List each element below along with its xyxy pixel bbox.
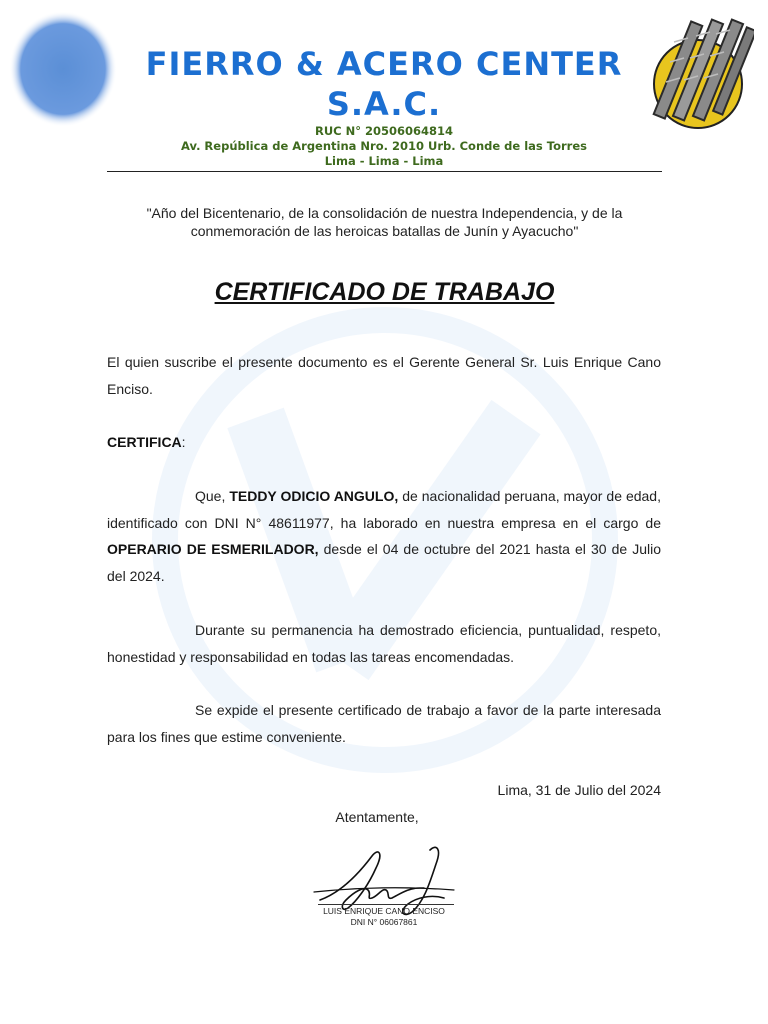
- certifica-heading: [107, 429, 661, 456]
- employment-text-1: Que,: [195, 488, 230, 504]
- employment-text-3: desde el 04 de octubre del 2021 hasta el 30 de Julio del 2024.: [107, 541, 662, 584]
- header-divider: [107, 171, 662, 172]
- company-name: FIERRO & ACERO CENTER S.A.C.: [145, 45, 623, 123]
- performance-paragraph: Durante su permanencia ha demostrado eficiencia, puntualidad, respeto, honestidad y responsabilidad en todas las tareas encomendadas.: [107, 622, 661, 665]
- closing-line: Atentamente,: [335, 809, 419, 825]
- year-title: "Año del Bicentenario, de la consolidación de nuestra Independencia, y de la conmemoración de las heroicas batallas de Junín y Ayacucho": [146, 205, 623, 239]
- company-ruc: RUC N° 20506064814: [314, 124, 454, 138]
- document-title: CERTIFICADO DE TRABAJO: [214, 278, 555, 306]
- company-address: Av. República de Argentina Nro. 2010 Urb. Conde de las Torres: [181, 139, 587, 153]
- employee-name: TEDDY ODICIO ANGULO,: [229, 488, 399, 504]
- certifica-colon: :: [181, 434, 186, 450]
- issuance-paragraph: Se expide el presente certificado de trabajo a favor de la parte interesada para los fines que estime conveniente.: [107, 702, 661, 745]
- date-line: Lima, 31 de Julio del 2024: [497, 782, 661, 798]
- steel-rebar-logo: [644, 12, 754, 130]
- signature-line: [318, 904, 454, 905]
- intro-paragraph: El quien suscribe el presente documento es el Gerente General Sr. Luis Enrique Cano Enciso.: [107, 354, 661, 397]
- employment-paragraph: [107, 483, 661, 589]
- signatory-name: LUIS ENRIQUE CANO ENCISO: [323, 906, 445, 916]
- certifica-label: CERTIFICA: [107, 434, 182, 450]
- company-logo-left: [8, 10, 118, 128]
- employment-text-2: de nacionalidad peruana, mayor de edad, identificado con DNI N° 48611977, ha laborado en nuestra empresa en el cargo de: [107, 488, 661, 531]
- company-city: Lima - Lima - Lima: [324, 154, 444, 168]
- employee-position: OPERARIO DE ESMERILADOR,: [107, 541, 319, 557]
- signatory-dni: DNI N° 06067861: [350, 917, 418, 927]
